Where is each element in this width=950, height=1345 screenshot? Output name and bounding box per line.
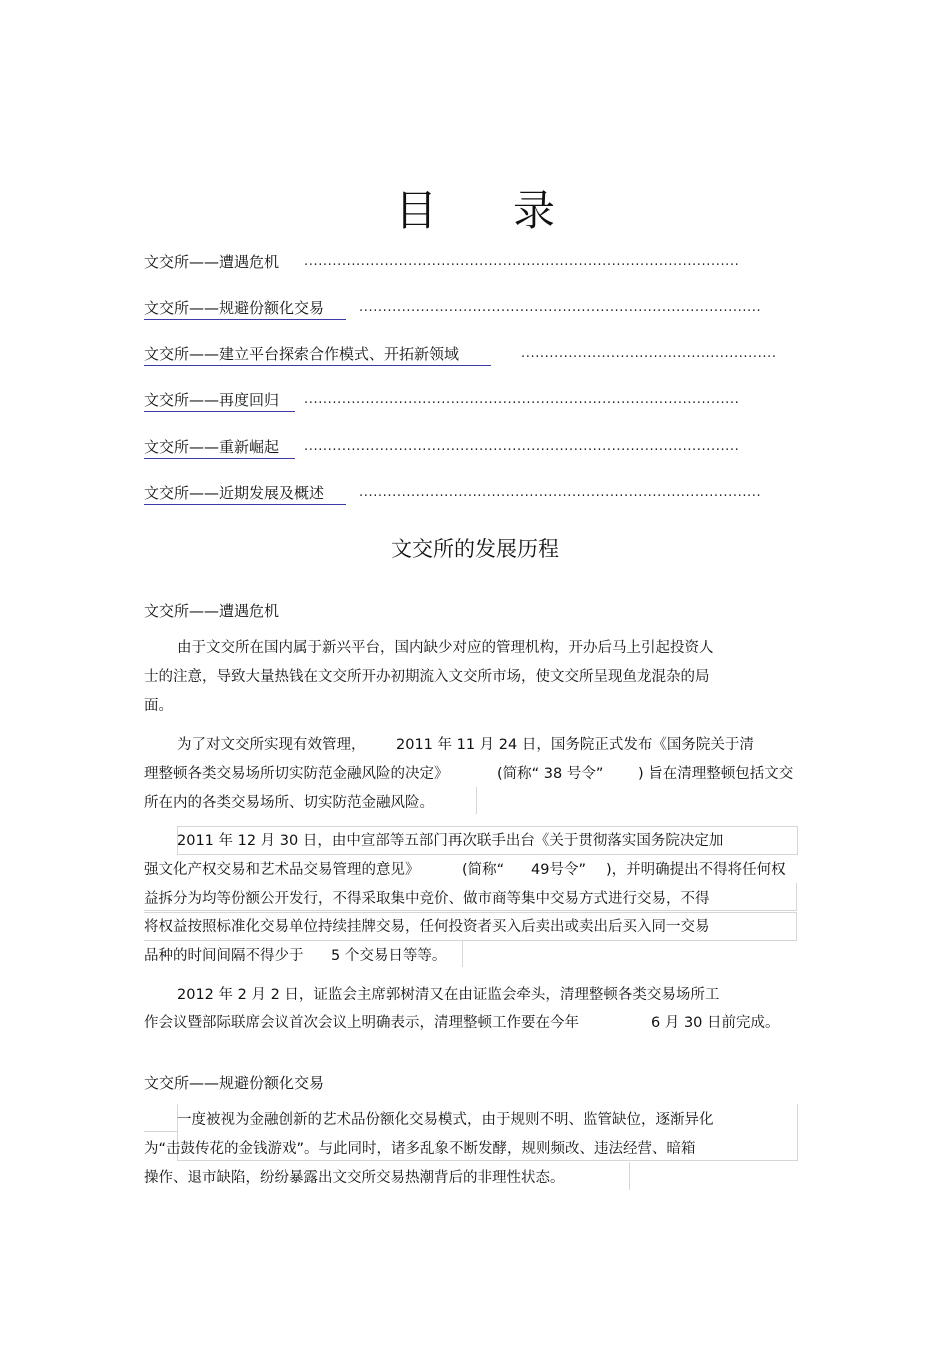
paragraph-line: 品种的时间间隔不得少于 bbox=[144, 948, 304, 964]
text-frame-border bbox=[144, 1104, 177, 1132]
paragraph-line: 将权益按照标准化交易单位持续挂牌交易，任何投资者买入后卖出或卖出后买入同一交易 bbox=[144, 919, 710, 935]
toc-item-label[interactable]: 文交所——建立平台探索合作模式、开拓新领域 bbox=[144, 345, 491, 366]
paragraph-line: (简称“ 38 号令” bbox=[497, 766, 604, 782]
paragraph-line: 面。 bbox=[144, 698, 173, 714]
text-frame-border bbox=[476, 787, 799, 814]
toc-item-recent-development[interactable] bbox=[144, 482, 346, 503]
paragraph-line: 由于文交所在国内属于新兴平台，国内缺少对应的管理机构，开办后马上引起投资人 bbox=[177, 640, 714, 656]
paragraph-line: 益拆分为均等份额公开发行，不得采取集中竞价、做市商等集中交易方式进行交易，不得 bbox=[144, 891, 710, 907]
section-heading-crisis: 文交所——遭遇危机 bbox=[144, 602, 280, 620]
toc-item-label[interactable]: 文交所——近期发展及概述 bbox=[144, 484, 346, 505]
paragraph-line: 操作、退市缺陷，纷纷暴露出文交所交易热潮背后的非理性状态。 bbox=[144, 1170, 565, 1186]
paragraph-line: 5 个交易日等等。 bbox=[331, 948, 447, 964]
paragraph-line: 士的注意，导致大量热钱在文交所开办初期流入文交所市场，使文交所呈现鱼龙混杂的局 bbox=[144, 669, 710, 685]
toc-leader-dots: ..................................................................................... bbox=[359, 485, 762, 500]
paragraph-line: 所在内的各类交易场所、切实防范金融风险。 bbox=[144, 795, 434, 811]
paragraph-line: 强文化产权交易和艺术品交易管理的意见》 bbox=[144, 862, 420, 878]
toc-leader-dots: ............................................................................................ bbox=[304, 392, 740, 407]
paragraph-line: 作会议暨部际联席会议首次会议上明确表示，清理整顿工作要在今年 bbox=[144, 1015, 579, 1031]
toc-item-avoid-share-trading[interactable] bbox=[144, 297, 346, 318]
toc-title-char-1: 目 bbox=[394, 186, 437, 235]
paragraph-line: 2011 年 11 月 24 日，国务院正式发布《国务院关于清 bbox=[396, 737, 754, 753]
text-frame-border bbox=[629, 1162, 631, 1190]
paragraph-line: 2011 年 12 月 30 日，由中宣部等五部门再次联手出台《关于贯彻落实国务院决定加 bbox=[177, 833, 724, 849]
section-title: 文交所的发展历程 bbox=[391, 537, 559, 561]
toc-title bbox=[0, 178, 950, 238]
toc-leader-dots: ............................................................................................ bbox=[304, 439, 740, 454]
toc-leader-dots: ..................................................................................... bbox=[359, 300, 762, 315]
toc-item-label[interactable]: 文交所——重新崛起 bbox=[144, 438, 295, 459]
paragraph-line: )，并明确提出不得将任何权 bbox=[606, 862, 786, 878]
paragraph-line: 理整顿各类交易场所切实防范金融风险的决定》 bbox=[144, 766, 449, 782]
paragraph-line: 为了对文交所实现有效管理， bbox=[177, 737, 366, 753]
paragraph-line: 一度被视为金融创新的艺术品份额化交易模式，由于规则不明、监管缺位，逐渐异化 bbox=[177, 1112, 714, 1128]
toc-item-label: 文交所——遭遇危机 bbox=[144, 253, 280, 271]
toc-leader-dots: ............................................................................................ bbox=[304, 254, 740, 269]
paragraph-line: ) 旨在清理整顿包括文交 bbox=[638, 766, 794, 782]
toc-item-label[interactable]: 文交所——再度回归 bbox=[144, 391, 295, 412]
paragraph-line: 为“击鼓传花的金钱游戏”。与此同时，诸多乱象不断发酵，规则频改、违法经营、暗箱 bbox=[144, 1141, 696, 1157]
toc-item-label[interactable]: 文交所——规避份额化交易 bbox=[144, 299, 346, 320]
toc-leader-dots: ...................................................... bbox=[521, 346, 777, 361]
paragraph-line: 49号令” bbox=[531, 862, 586, 878]
toc-item-rise-again[interactable] bbox=[144, 436, 295, 457]
toc-title-char-2: 录 bbox=[513, 186, 556, 235]
toc-item-platform-cooperation[interactable] bbox=[144, 343, 491, 364]
section-heading-avoid-share-trading: 文交所——规避份额化交易 bbox=[144, 1074, 325, 1092]
paragraph-line: 2012 年 2 月 2 日，证监会主席郭树清又在由证监会牵头，清理整顿各类交易场所工 bbox=[177, 987, 720, 1003]
toc-item-return[interactable] bbox=[144, 389, 295, 410]
toc-item-crisis[interactable] bbox=[144, 251, 279, 272]
paragraph-line: 6 月 30 日前完成。 bbox=[651, 1015, 780, 1031]
paragraph-line: (简称“ bbox=[462, 862, 505, 878]
text-frame-border bbox=[462, 940, 464, 967]
